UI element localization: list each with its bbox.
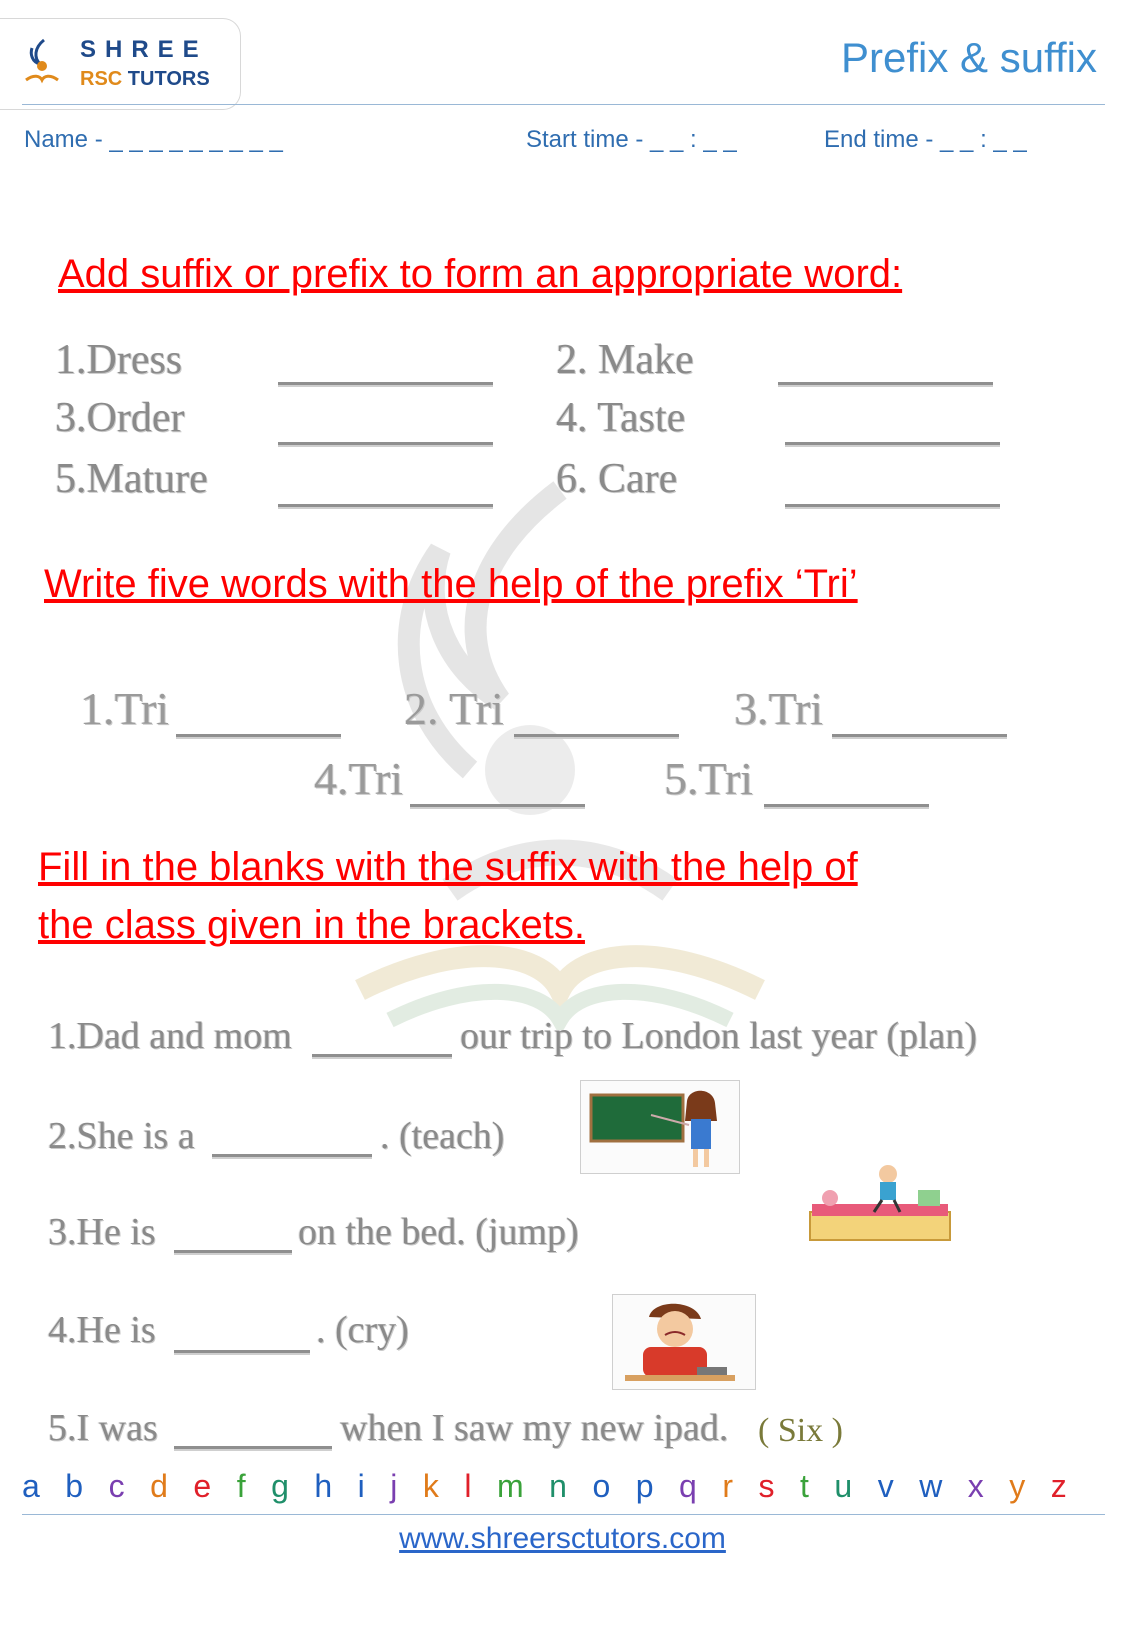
alphabet-letter: h bbox=[314, 1468, 333, 1504]
tri-item-4: 4.Tri bbox=[314, 753, 404, 804]
sentence-3-start: 3.He is bbox=[48, 1211, 156, 1253]
name-field: Name - _ _ _ _ _ _ _ _ _ bbox=[24, 126, 283, 153]
word-mature: 5.Mature bbox=[55, 456, 208, 502]
tri-item-1: 1.Tri bbox=[80, 683, 170, 734]
sentence-2-end: . (teach) bbox=[380, 1115, 505, 1157]
answer-blank bbox=[764, 804, 929, 807]
word-care: 6. Care bbox=[556, 456, 678, 502]
sentence-2-start: 2.She is a bbox=[48, 1115, 195, 1157]
alphabet-letter: a bbox=[22, 1468, 40, 1504]
answer-blank bbox=[174, 1350, 310, 1353]
section2-heading: Write five words with the help of the prefix ‘Tri’ bbox=[44, 562, 858, 606]
answer-blank bbox=[278, 442, 493, 445]
boy-jumping-illustration bbox=[800, 1160, 958, 1254]
shree-logo-icon bbox=[22, 36, 62, 86]
answer-blank bbox=[785, 442, 1000, 445]
sentence-4-start: 4.He is bbox=[48, 1309, 156, 1351]
section1-heading: Add suffix or prefix to form an appropriate word: bbox=[58, 252, 903, 296]
sentence-1-start: 1.Dad and mom bbox=[48, 1015, 292, 1057]
answer-blank bbox=[174, 1250, 292, 1253]
alphabet-letter: j bbox=[390, 1468, 398, 1504]
alphabet-letter: r bbox=[722, 1468, 733, 1504]
logo-text-rsc: RSC bbox=[80, 68, 123, 90]
sentence-4-end: . (cry) bbox=[316, 1309, 409, 1351]
answer-blank bbox=[278, 382, 493, 385]
answer-blank bbox=[832, 734, 1007, 737]
section3-heading-line1: Fill in the blanks with the suffix with the help of bbox=[38, 845, 858, 889]
alphabet-letter: p bbox=[635, 1468, 654, 1504]
word-order: 3.Order bbox=[55, 395, 185, 441]
sentence-3-end: on the bed. (jump) bbox=[298, 1211, 579, 1253]
alphabet-letter: n bbox=[549, 1468, 567, 1504]
end-time-field: End time - _ _ : _ _ bbox=[824, 126, 1027, 153]
alphabet-letter: m bbox=[497, 1468, 524, 1504]
alphabet-letter: w bbox=[919, 1468, 943, 1504]
alphabet-letter: c bbox=[108, 1468, 125, 1504]
answer-blank bbox=[174, 1446, 332, 1449]
footer-divider bbox=[22, 1514, 1105, 1515]
alphabet-letter: d bbox=[150, 1468, 168, 1504]
alphabet-letter: v bbox=[877, 1468, 894, 1504]
answer-blank bbox=[785, 504, 1000, 507]
alphabet-letter: k bbox=[422, 1468, 439, 1504]
logo-text-shree: SHREE bbox=[80, 36, 208, 63]
answer-blank bbox=[278, 504, 493, 507]
alphabet-letter: b bbox=[65, 1468, 84, 1504]
sentence-1-end: our trip to London last year (plan) bbox=[460, 1015, 978, 1057]
alphabet-letter: q bbox=[679, 1468, 697, 1504]
tri-item-2: 2. Tri bbox=[404, 683, 504, 734]
answer-blank bbox=[176, 734, 341, 737]
answer-blank bbox=[312, 1054, 452, 1057]
website-link[interactable]: www.shreersctutors.com bbox=[399, 1522, 726, 1555]
logo-text-tutors: TUTORS bbox=[127, 68, 210, 90]
alphabet-letter: z bbox=[1050, 1468, 1067, 1504]
alphabet-letter: e bbox=[193, 1468, 212, 1504]
alphabet-letter: t bbox=[800, 1468, 809, 1504]
word-dress: 1.Dress bbox=[55, 337, 183, 383]
word-make: 2. Make bbox=[556, 337, 694, 383]
word-taste: 4. Taste bbox=[556, 395, 686, 441]
answer-blank bbox=[212, 1154, 372, 1157]
alphabet-letter: u bbox=[834, 1468, 853, 1504]
answer-blank bbox=[514, 734, 679, 737]
logo-text-rsc-tutors bbox=[80, 68, 210, 91]
sentence-5-start: 5.I was bbox=[48, 1407, 158, 1449]
crying-boy-illustration bbox=[612, 1294, 756, 1390]
alphabet-letter: l bbox=[464, 1468, 472, 1504]
teacher-illustration bbox=[580, 1080, 740, 1174]
page-title: Prefix & suffix bbox=[841, 34, 1097, 81]
header-divider bbox=[22, 104, 1105, 105]
alphabet-letter: x bbox=[967, 1468, 984, 1504]
sentence-5-end: when I saw my new ipad. bbox=[340, 1407, 729, 1449]
alphabet-letter: s bbox=[758, 1468, 775, 1504]
alphabet-strip bbox=[22, 1468, 1067, 1505]
alphabet-letter: y bbox=[1009, 1468, 1026, 1504]
tri-item-5: 5.Tri bbox=[664, 753, 754, 804]
tri-item-3: 3.Tri bbox=[734, 683, 824, 734]
alphabet-letter: i bbox=[357, 1468, 365, 1504]
alphabet-letter: o bbox=[592, 1468, 611, 1504]
alphabet-letter: f bbox=[236, 1468, 246, 1504]
start-time-field: Start time - _ _ : _ _ bbox=[526, 126, 737, 153]
answer-blank bbox=[410, 804, 585, 807]
answer-blank bbox=[778, 382, 993, 385]
answer-hint-note: ( Six ) bbox=[758, 1412, 843, 1449]
section3-heading-line2: the class given in the brackets. bbox=[38, 903, 585, 947]
alphabet-letter: g bbox=[271, 1468, 289, 1504]
